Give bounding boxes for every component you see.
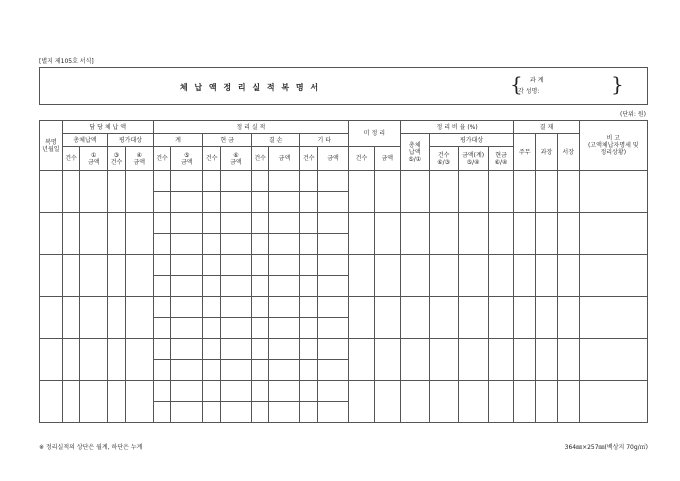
table-row [40,213,648,234]
table-cell[interactable] [318,255,349,276]
table-cell[interactable] [40,381,63,423]
table-cell[interactable] [318,192,349,213]
cash-header: 현 금 [203,134,252,147]
table-cell[interactable] [62,381,80,423]
table-cell[interactable] [251,402,269,423]
table-cell[interactable] [488,255,514,297]
left-brace: { [510,72,523,96]
sum-header: 계 [153,134,203,147]
ratio-cash-header: 현금 ⑥/④ [488,147,514,171]
table-cell[interactable] [400,171,429,213]
table-cell[interactable] [400,255,429,297]
table-cell[interactable] [536,213,558,255]
table-cell[interactable] [400,381,429,423]
report-date-header: 복명 년월일 [40,121,63,171]
table-cell[interactable] [203,192,221,213]
table-cell[interactable] [153,255,171,276]
table-cell[interactable] [458,381,488,423]
table-cell[interactable] [153,381,171,402]
table-cell[interactable] [251,171,269,192]
count-header: 건수 [349,147,375,171]
table-cell[interactable] [458,255,488,297]
table-cell[interactable] [153,234,171,255]
table-cell[interactable] [40,297,63,339]
table-cell[interactable] [514,213,536,255]
table-cell[interactable] [269,339,300,360]
table-cell[interactable] [557,297,579,339]
table-cell[interactable] [300,276,318,297]
eval-target-ratio-header: 평가대상 [429,134,514,147]
table-cell[interactable] [349,213,375,255]
table-cell[interactable] [269,381,300,402]
table-cell[interactable] [557,171,579,213]
remarks-header: 비 고 (고액체납자명세 및 정리상황) [579,121,647,171]
count-header: 건수 [203,147,221,171]
other-header: 기 타 [300,134,349,147]
table-cell[interactable] [318,213,349,234]
ratio-count-header: 건수 ⑥/③ [429,147,458,171]
table-cell[interactable] [318,360,349,381]
table-cell[interactable] [300,339,318,360]
table-cell[interactable] [318,297,349,318]
head-header: 서장 [557,134,579,171]
table-cell[interactable] [349,339,375,381]
table-cell[interactable] [220,318,251,339]
table-cell[interactable] [300,360,318,381]
table-cell[interactable] [171,255,203,276]
table-cell[interactable] [203,402,221,423]
table-cell[interactable] [40,171,63,213]
table-cell[interactable] [171,318,203,339]
table-cell[interactable] [153,402,171,423]
table-cell[interactable] [203,360,221,381]
table-cell[interactable] [153,213,171,234]
table-cell[interactable] [374,339,400,381]
table-cell[interactable] [458,297,488,339]
table-cell[interactable] [429,255,458,297]
table-cell[interactable] [488,339,514,381]
table-cell[interactable] [62,297,80,339]
table-cell[interactable] [153,297,171,318]
table-row [40,171,648,192]
table-cell[interactable] [80,213,108,255]
table-cell[interactable] [171,297,203,318]
table-cell[interactable] [251,234,269,255]
table-cell[interactable] [318,339,349,360]
table-cell[interactable] [514,297,536,339]
table-cell[interactable] [300,402,318,423]
table-cell[interactable] [125,381,153,423]
table-cell[interactable] [40,339,63,381]
table-cell[interactable] [220,339,251,360]
table-cell[interactable] [349,255,375,297]
table-cell[interactable] [171,171,203,192]
table-cell[interactable] [536,297,558,339]
table-cell[interactable] [80,171,108,213]
table-cell[interactable] [251,192,269,213]
table-cell[interactable] [300,234,318,255]
table-cell[interactable] [80,297,108,339]
count-header: 건수 [251,147,269,171]
table-cell[interactable] [579,171,647,213]
table-cell[interactable] [108,255,126,297]
table-cell[interactable] [125,213,153,255]
table-cell[interactable] [251,318,269,339]
count-header: 건수 [62,147,80,171]
table-cell[interactable] [171,360,203,381]
table-cell[interactable] [300,381,318,402]
table-cell[interactable] [514,339,536,381]
table-cell[interactable] [374,255,400,297]
table-cell[interactable] [400,213,429,255]
table-cell[interactable] [251,276,269,297]
table-cell[interactable] [203,297,221,318]
table-cell[interactable] [374,297,400,339]
table-cell[interactable] [108,297,126,339]
table-cell[interactable] [153,339,171,360]
table-cell[interactable] [269,360,300,381]
table-cell[interactable] [514,255,536,297]
table-cell[interactable] [374,213,400,255]
table-cell[interactable] [557,381,579,423]
table-cell[interactable] [40,213,63,255]
table-cell[interactable] [203,213,221,234]
table-cell[interactable] [557,339,579,381]
amount-header: 금액 [269,147,300,171]
table-row [40,339,648,360]
table-cell[interactable] [251,381,269,402]
table-cell[interactable] [536,255,558,297]
table-cell[interactable] [171,192,203,213]
table-cell[interactable] [488,171,514,213]
table-cell[interactable] [458,213,488,255]
form-id: [별지 제105호 서식] [39,58,94,65]
table-cell[interactable] [536,381,558,423]
table-cell[interactable] [269,255,300,276]
table-cell[interactable] [557,213,579,255]
table-cell[interactable] [171,381,203,402]
table-cell[interactable] [579,381,647,423]
table-cell[interactable] [171,402,203,423]
sign-line-1: 과 계 [530,77,544,84]
table-cell[interactable] [488,381,514,423]
table-cell[interactable] [251,297,269,318]
table-cell[interactable] [300,213,318,234]
table-cell[interactable] [220,255,251,276]
table-cell[interactable] [349,297,375,339]
table-cell[interactable] [458,339,488,381]
table-cell[interactable] [269,213,300,234]
table-cell[interactable] [269,402,300,423]
table-cell[interactable] [171,234,203,255]
table-cell[interactable] [220,402,251,423]
resolved-header: 정 리 실 적 [153,121,348,134]
table-cell[interactable] [203,171,221,192]
table-cell[interactable] [579,297,647,339]
table-cell[interactable] [300,297,318,318]
table-cell[interactable] [203,381,221,402]
table-cell[interactable] [62,339,80,381]
table-cell[interactable] [153,276,171,297]
table-cell[interactable] [220,297,251,318]
table-cell[interactable] [125,171,153,213]
approval-header: 결 재 [514,121,579,134]
table-cell[interactable] [429,213,458,255]
table-cell[interactable] [269,192,300,213]
table-cell[interactable] [62,213,80,255]
table-cell[interactable] [318,381,349,402]
amount-header: 금액 [374,147,400,171]
table-cell[interactable] [318,402,349,423]
table-cell[interactable] [251,213,269,234]
table-cell[interactable] [536,171,558,213]
table-cell[interactable] [269,234,300,255]
table-cell[interactable] [269,318,300,339]
table-cell[interactable] [62,171,80,213]
ratio-header: 정 리 비 율 (%) [400,121,514,134]
table-cell[interactable] [429,297,458,339]
amount-header: 금액 [318,147,349,171]
table-cell[interactable] [269,171,300,192]
table-cell[interactable] [458,171,488,213]
document-title: 체 납 액 정 리 실 적 복 명 서 [179,83,321,92]
table-cell[interactable] [40,255,63,297]
table-cell[interactable] [251,339,269,360]
table-cell[interactable] [108,171,126,213]
table-cell[interactable] [153,318,171,339]
total-arrears-header: 총체납액 [62,134,107,147]
table-cell[interactable] [220,171,251,192]
amount5-header: ⑤ 금액 [171,147,203,171]
amount1-header: ① 금액 [80,147,108,171]
table-cell[interactable] [171,339,203,360]
sign-line-2: 각 성명: [518,88,540,95]
amount4-header: ④ 금액 [125,147,153,171]
table-cell[interactable] [536,339,558,381]
table-cell[interactable] [300,318,318,339]
table-cell[interactable] [153,360,171,381]
table-cell[interactable] [108,381,126,423]
table-cell[interactable] [171,213,203,234]
table-cell[interactable] [429,381,458,423]
table-cell[interactable] [108,339,126,381]
table-row [40,381,648,402]
table-cell[interactable] [429,171,458,213]
unresolved-header: 미 정 리 [349,121,401,147]
table-cell[interactable] [349,171,375,213]
table-row [40,297,648,318]
table-cell[interactable] [318,318,349,339]
table-cell[interactable] [300,192,318,213]
table-cell[interactable] [300,171,318,192]
table-cell[interactable] [62,255,80,297]
table-cell[interactable] [153,171,171,192]
table-cell[interactable] [488,213,514,255]
table-cell[interactable] [220,276,251,297]
table-cell[interactable] [108,213,126,255]
table-cell[interactable] [400,339,429,381]
table-cell[interactable] [203,255,221,276]
table-cell[interactable] [374,171,400,213]
table-cell[interactable] [488,297,514,339]
table-cell[interactable] [374,381,400,423]
total-ratio-header: 총체 납액 ⑤/① [400,134,429,171]
table-cell[interactable] [220,360,251,381]
eval-target-header: 평가대상 [108,134,154,147]
count3-header: ③ 건수 [108,147,126,171]
table-cell[interactable] [220,213,251,234]
signature-area [518,75,544,95]
chief-header: 주무 [514,134,536,171]
title-box [39,67,648,105]
table-cell[interactable] [80,381,108,423]
amount6-header: ⑥ 금액 [220,147,251,171]
table-row [40,255,648,276]
table-cell[interactable] [203,276,221,297]
table-cell[interactable] [251,360,269,381]
table-cell[interactable] [80,255,108,297]
footer-size: 364㎜×257㎜(백상지 70g/㎡) [564,444,648,451]
ratio-amount-header: 금액(계) ⑤/④ [458,147,488,171]
loss-header: 결 손 [251,134,300,147]
table-cell[interactable] [579,213,647,255]
table-cell[interactable] [80,339,108,381]
table-cell[interactable] [579,339,647,381]
table-cell[interactable] [514,381,536,423]
table-cell[interactable] [125,339,153,381]
right-brace: } [611,72,624,96]
table-cell[interactable] [514,171,536,213]
table-cell[interactable] [125,255,153,297]
section-chief-header: 과장 [536,134,558,171]
table-cell[interactable] [429,339,458,381]
count-header: 건수 [153,147,171,171]
table-cell[interactable] [220,381,251,402]
table-cell[interactable] [220,192,251,213]
table-cell[interactable] [251,255,269,276]
table-cell[interactable] [171,276,203,297]
table-cell[interactable] [269,297,300,318]
table-cell[interactable] [203,339,221,360]
table-cell[interactable] [153,192,171,213]
table-cell[interactable] [318,234,349,255]
form-frame [39,67,648,439]
table-cell[interactable] [300,255,318,276]
footer-note: ※ 정리실적의 상단은 월계, 하단은 누계 [39,444,143,451]
in-charge-header: 담 당 체 납 액 [62,121,153,134]
report-table [39,120,648,423]
table-cell[interactable] [579,255,647,297]
table-cell[interactable] [318,276,349,297]
table-cell[interactable] [557,255,579,297]
table-cell[interactable] [349,381,375,423]
table-cell[interactable] [203,318,221,339]
table-cell[interactable] [125,297,153,339]
table-cell[interactable] [269,276,300,297]
table-cell[interactable] [203,234,221,255]
unit-label: (단위: 원) [620,111,646,118]
table-cell[interactable] [400,297,429,339]
count-header: 건수 [300,147,318,171]
table-cell[interactable] [220,234,251,255]
table-cell[interactable] [318,171,349,192]
